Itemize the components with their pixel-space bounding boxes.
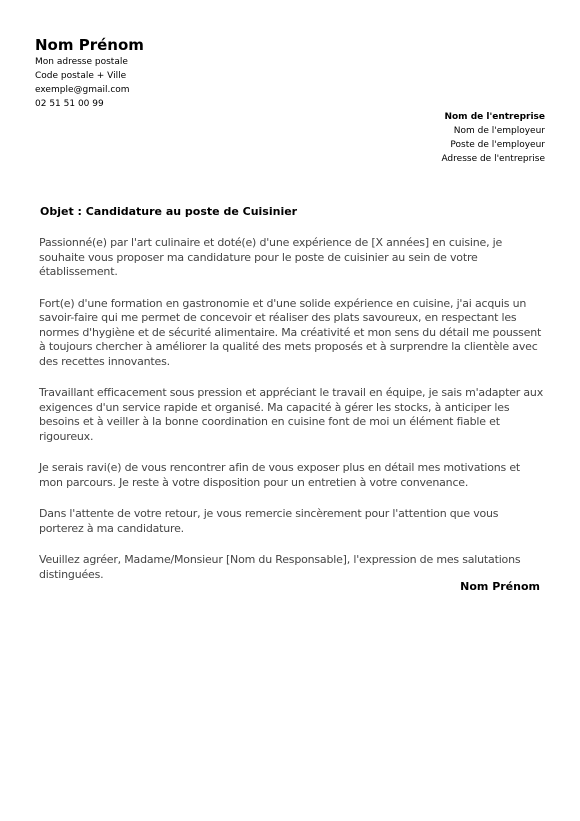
sender-phone: 02 51 51 00 99 bbox=[35, 99, 104, 109]
recipient-employer-position: Poste de l'employeur bbox=[450, 140, 545, 150]
recipient-company-address: Adresse de l'entreprise bbox=[441, 154, 545, 164]
body-paragraph-closing: Veuillez agréer, Madame/Monsieur [Nom du Responsable], l'expression de mes salutations distinguées. bbox=[39, 553, 521, 581]
sender-address: Mon adresse postale bbox=[35, 57, 128, 67]
body-paragraph-meeting: Je serais ravi(e) de vous rencontrer afin de vous exposer plus en détail mes motivations et mon parcours. Je reste à votre disposition pour un entretien à votre convenance. bbox=[39, 461, 521, 489]
body-paragraph-teamwork: Travaillant efficacement sous pression et appréciant le travail en équipe, je sais m'adapter aux exigences d'un service rapide et organisé. Ma capacité à gérer les stocks, à anticiper les besoins et à veiller à la bonne coordination en cuisine font de moi un élément fiable et rigoureux. bbox=[39, 386, 544, 443]
letter-body bbox=[39, 236, 545, 599]
body-paragraph-skills: Fort(e) d'une formation en gastronomie et d'une solide expérience en cuisine, j'ai acquis un savoir-faire qui me permet de concevoir et réaliser des plats savoureux, en respectant les normes d'hygiène et de sécurité alimentaire. Ma créativité et mon sens du détail me poussent à toujours chercher à améliorer la qualité des mets proposés et à surprendre la clientèle avec des recettes innovantes. bbox=[39, 296, 542, 368]
sender-block bbox=[35, 36, 144, 111]
recipient-company: Nom de l'entreprise bbox=[444, 112, 545, 122]
sender-city: Code postale + Ville bbox=[35, 71, 127, 81]
letter-subject: Objet : Candidature au poste de Cuisinier bbox=[40, 205, 298, 218]
body-paragraph-intro: Passionné(e) par l'art culinaire et doté(e) d'une expérience de [X années] en cuisine, je souhaite vous proposer ma candidature pour le poste de cuisinier au sein de votre établissement. bbox=[39, 236, 503, 278]
body-paragraph-thanks: Dans l'attente de votre retour, je vous remercie sincèrement pour l'attention que vous porterez à ma candidature. bbox=[39, 507, 499, 535]
sender-name: Nom Prénom bbox=[35, 36, 144, 54]
recipient-employer-name: Nom de l'employeur bbox=[453, 126, 545, 136]
signature: Nom Prénom bbox=[460, 580, 540, 593]
sender-email: exemple@gmail.com bbox=[35, 85, 130, 95]
recipient-block bbox=[441, 110, 545, 166]
